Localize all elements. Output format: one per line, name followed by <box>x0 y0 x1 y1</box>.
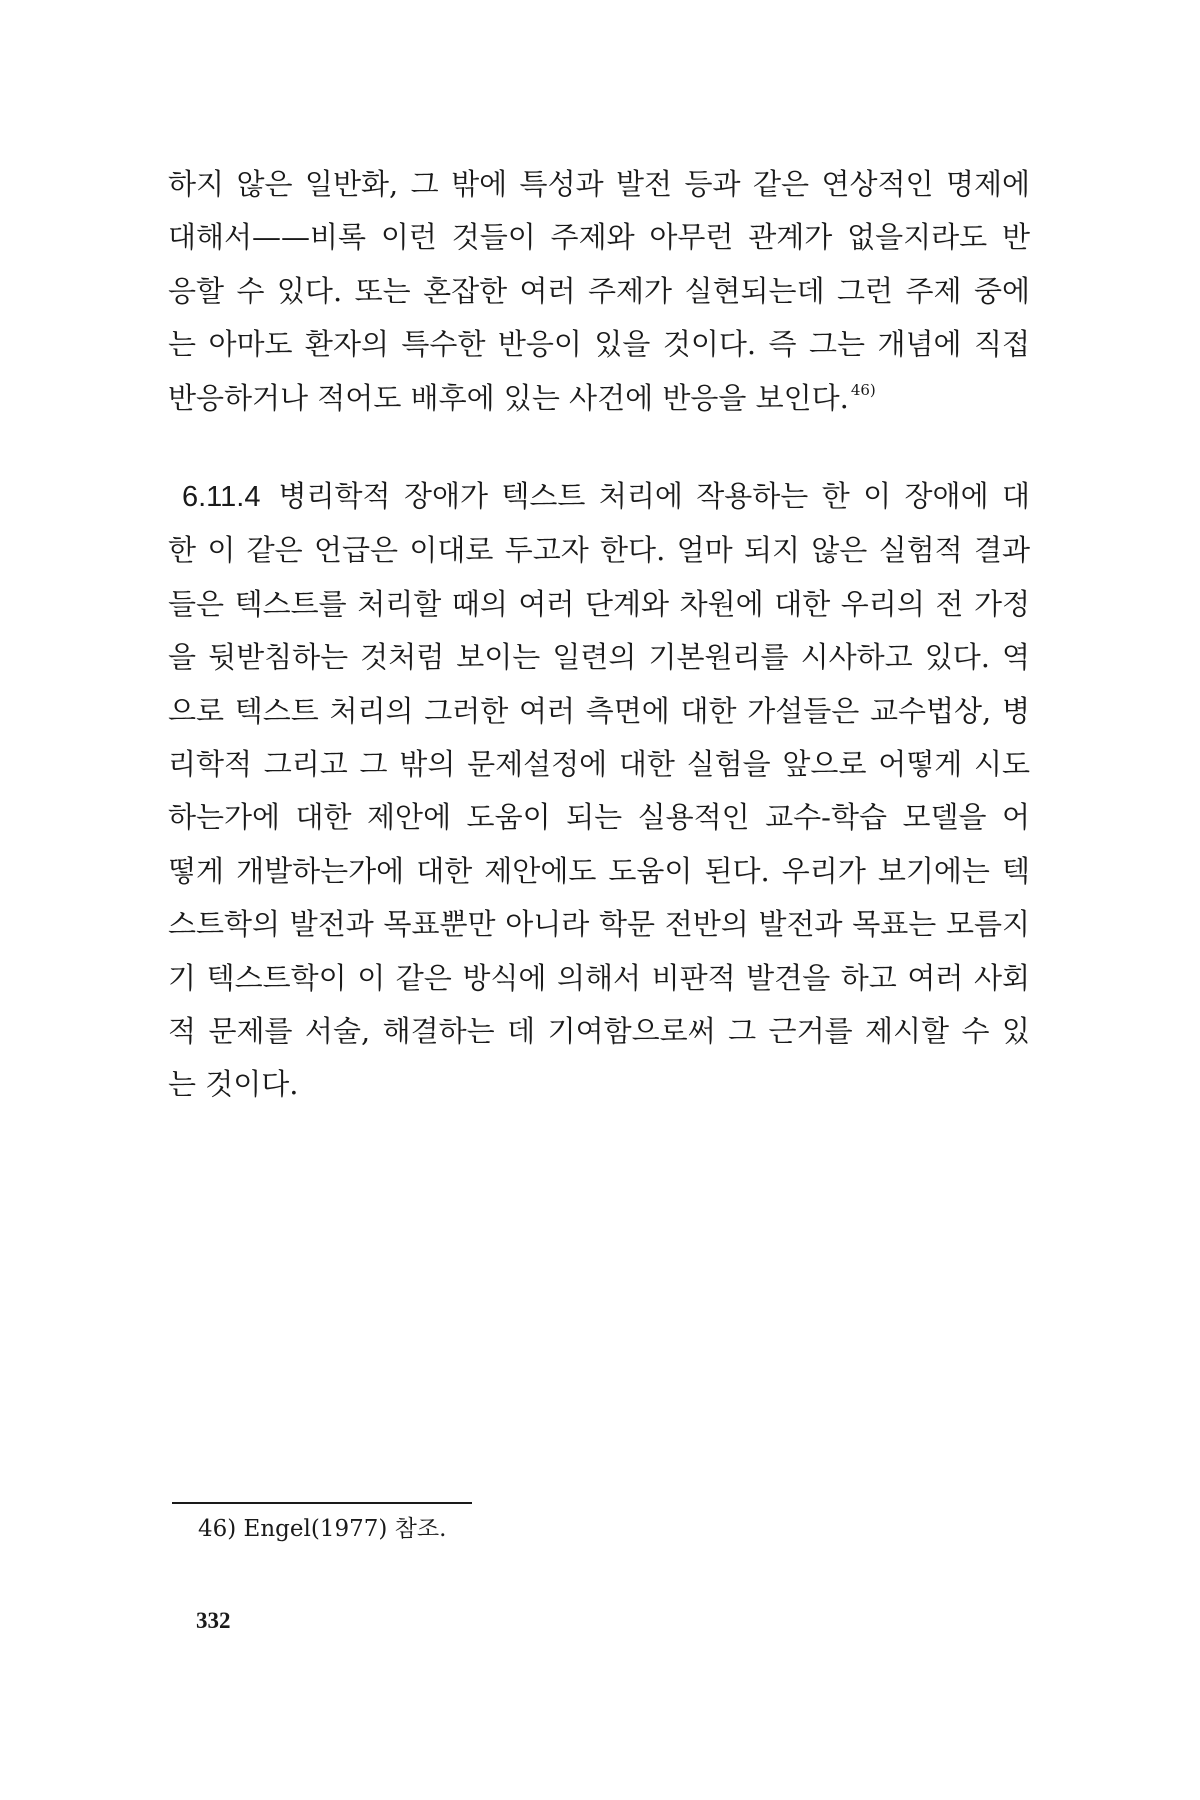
footnote-reference: 46) <box>850 380 876 399</box>
text-line: 대해서——비록 이런 것들이 주제와 아무런 관계가 없을지라도 반 <box>168 220 1030 255</box>
text-line: 을 뒷받침하는 것처럼 보이는 일련의 기본원리를 시사하고 있다. 역 <box>168 640 1030 675</box>
text-line: 리학적 그리고 그 밖의 문제설정에 대한 실험을 앞으로 어떻게 시도 <box>168 747 1030 782</box>
text-line: 병리학적 장애가 텍스트 처리에 작용하는 한 이 장애에 대 <box>278 479 1030 513</box>
text-line: 응할 수 있다. 또는 혼잡한 여러 주제가 실현되는데 그런 주제 중에 <box>168 273 1030 308</box>
text-line: 는 아마도 환자의 특수한 반응이 있을 것이다. 즉 그는 개념에 직접 <box>168 327 1030 362</box>
section-number: 6.11.4 <box>182 481 261 513</box>
footnote: 46) Engel(1977) 참조. <box>198 1516 447 1542</box>
text-line: 기 텍스트학이 이 같은 방식에 의해서 비판적 발견을 하고 여러 사회 <box>168 960 1030 995</box>
text-line: 하지 않은 일반화, 그 밖에 특성과 발전 등과 같은 연상적인 명제에 <box>168 167 1030 201</box>
text-line: 떻게 개발하는가에 대한 제안에도 도움이 된다. 우리가 보기에는 텍 <box>168 853 1030 888</box>
paragraph-2 <box>168 470 1030 1112</box>
text-line: 반응하거나 적어도 배후에 있는 사건에 반응을 보인다. <box>168 380 849 415</box>
text-line: 적 문제를 서술, 해결하는 데 기여함으로써 그 근거를 제시할 수 있 <box>168 1014 1030 1049</box>
text-line: 한 이 같은 언급은 이대로 두고자 한다. 얼마 되지 않은 실험적 결과 <box>168 533 1030 568</box>
text-line: 들은 텍스트를 처리할 때의 여러 단계와 차원에 대한 우리의 전 가정 <box>168 586 1030 621</box>
text-line-last <box>168 372 1030 425</box>
text-line: 하는가에 대한 제안에 도움이 되는 실용적인 교수-학습 모델을 어 <box>168 800 1030 835</box>
text-line-first <box>168 470 1030 524</box>
paragraph-1 <box>168 158 1030 425</box>
page-number: 332 <box>196 1608 231 1633</box>
text-line: 는 것이다. <box>168 1067 299 1102</box>
text-line: 으로 텍스트 처리의 그러한 여러 측면에 대한 가설들은 교수법상, 병 <box>168 693 1030 728</box>
footnote-divider <box>172 1502 472 1504</box>
text-line: 스트학의 발전과 목표뿐만 아니라 학문 전반의 발전과 목표는 모름지 <box>168 907 1030 942</box>
